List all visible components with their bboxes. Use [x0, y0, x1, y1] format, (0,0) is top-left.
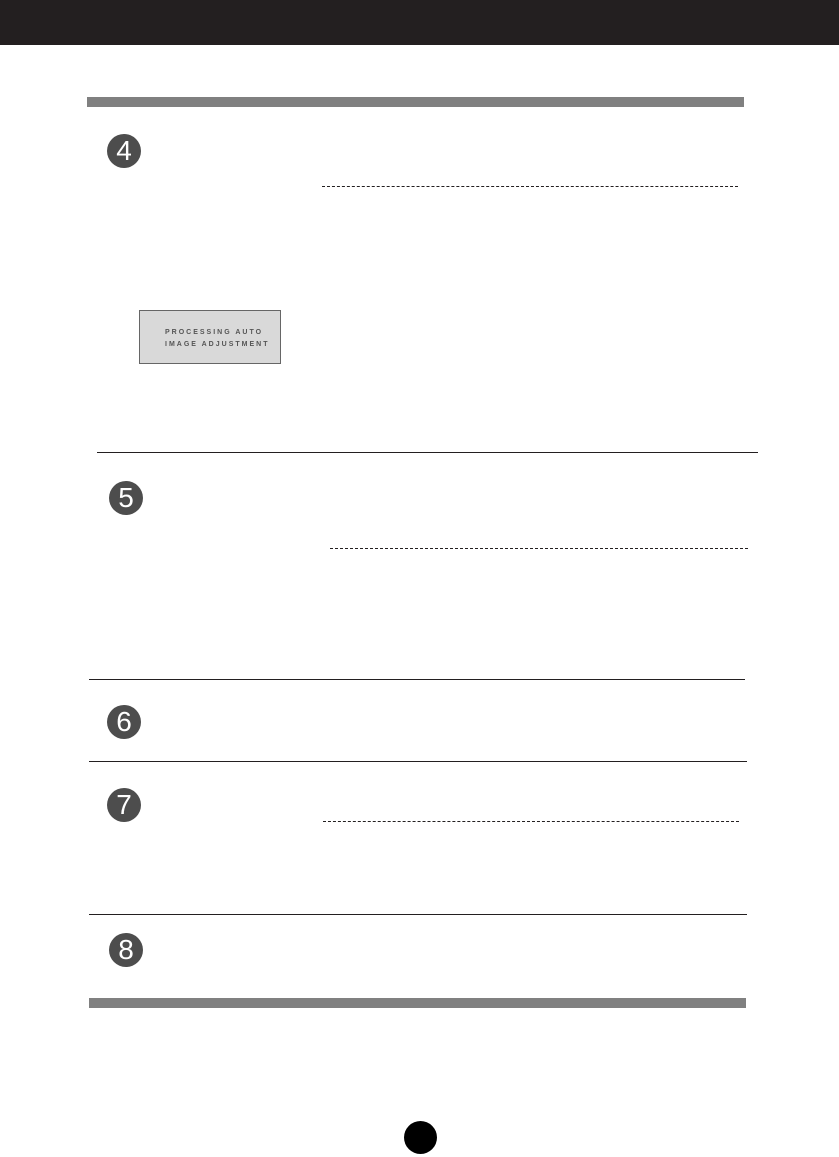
section-top-bar: [87, 97, 744, 107]
osd-message-line-1: PROCESSING AUTO: [165, 329, 264, 336]
step-7-dashed-leader: [323, 821, 739, 822]
step-number-4-badge: 4: [107, 134, 141, 168]
step-number-8-badge: 8: [109, 933, 143, 967]
divider-6-7: [89, 761, 747, 762]
page-header-bar: [0, 0, 839, 45]
osd-message-box: [139, 310, 281, 364]
step-4-dashed-leader: [322, 186, 738, 187]
section-bottom-bar: [89, 998, 746, 1008]
page-number-circle: [404, 1121, 437, 1154]
osd-message-line-2: IMAGE ADJUSTMENT: [165, 341, 270, 348]
step-number-7-badge: 7: [107, 788, 141, 822]
divider-5-6: [89, 679, 745, 680]
step-number-5-badge: 5: [109, 481, 143, 515]
divider-7-8: [89, 914, 747, 915]
divider-4-5: [97, 452, 758, 453]
step-number-6-badge: 6: [107, 705, 141, 739]
step-5-dashed-leader: [330, 548, 748, 549]
